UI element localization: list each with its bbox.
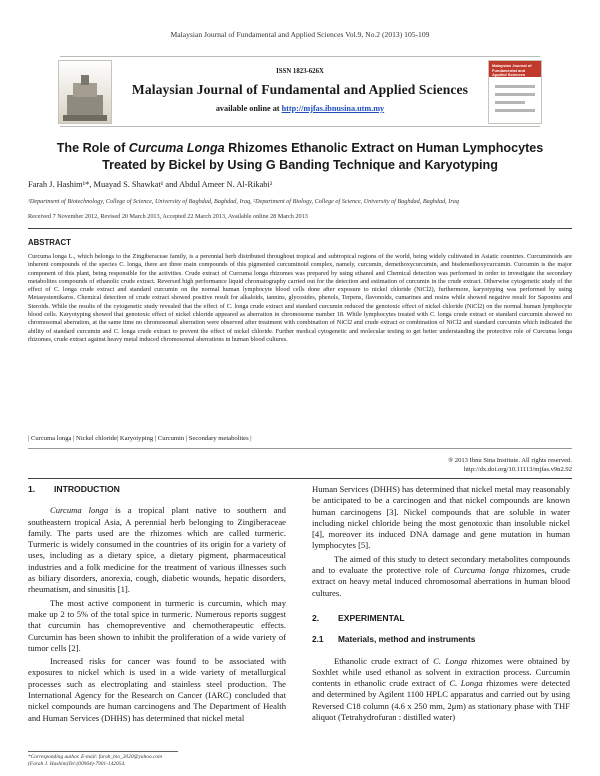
masthead-top-rule xyxy=(60,56,540,57)
abstract-text: Curcuma longa L., which belongs to the Zingiberaceae family, is a perennial herb distributed throughout tropical and subtropical regions of the world, being widely cultivated in Asiatic countries. Curcuminoids are inherent compounds of the species C. longa, there are three main compounds of this pigmented curcuminoid complex, namely, curcumin, demethoxycurcumin, and bisdemethoxycurcumin. Curcumin is the major component of this plant, being responsible for the activities. Crude extract of Curcuma longa rhizomes was prepared by using ethanol and Chemical detection was performed in order to investigate the secondary metabolites compounds of ethanolic crude extract. Reversed high performance liquid chromatography carried out for the detection and estimation of curcumin in the crude extract. Otherwise cytogenetic study of the effect of C. longa crude extract and standard curcumin on the normal human lymphocyte blood cells done after exposure to nickel chloride (NiCl2), furthermore, karyotyping was performed by using Metasystemikaros. Chemical detection of crude extract showed positive result for alkaloids, tannins, glycosides, phenols, Terpens, flavonoids, cumarines and resins while showed negative result for Saponins and Steroids. While the results of the cytogenetic study revealed that the effect of C. longa crude extract and standard curcumin reduced the genotoxic effect of nickel chloride (NiCl2) on the normal human lymphocyte blood cells. Karyotyping showed that genotoxic effect of nickel chloride appeared as aberration in chromosome number 18. While lymphocytes treated with C. longa crude extract or standard curcumin showed no chromosomal aberration, at the same time no chromosomal aberration were observed after treatment with combination of NiCl2 and crude extract or combination of NiCl2 and standard curcumin which indicated the ability of standard curcumin and C. longa crude extract to prevent the effect of nickel chloride. Further medical cytogenetic and molecular testing to get better understanding the protective role of Curcuma longa rhizomes, crude extract against heavy metal induced chromosomal aberrations in human blood cultures. xyxy=(28,253,572,343)
journal-cover-banner xyxy=(489,61,541,77)
footnote-rule xyxy=(28,751,178,752)
intro-paragraph-1: Curcuma longa is a tropical plant native to southern and southeastern tropical Asia, A perennial herb belonging to Zingiberaceae family. The parts used are the rhizomes which are called turmeric. Turmeric is widely consumed in the countries of its origin for a variety of uses, including as a dietary spice, a dietary pigment, pharmaceutical industries and a folk medicine for the treatment of various illnesses such as biliary disorders, anorexia, cough, diabetic wounds, hepatic disorders, rheumatism, and sinusitis [1]. xyxy=(28,505,286,595)
intro-paragraph-3-cont: Human Services (DHHS) has determined that nickel metal may reasonably be anticipated to be a carcinogen and that nickel compounds are known human carcinogens [3]. Nickel compounds that are soluble in water including nickel chloride being the most genotoxic than insoluble nickel [4], moreover its induced DNA damage and gene mutation in human lymphocytes [5]. xyxy=(312,484,570,551)
abstract-top-rule xyxy=(28,228,572,229)
experimental-paragraph-1: Ethanolic crude extract of C. Longa rhizomes were obtained by Soxhlet while used ethanol as solvent in extraction process. Curcumin contents in ethanolic crude extract of C. Longa rhizomes were detected and determined by Agilent 1100 HPLC apparatus and carried out by using Reversed C18 column (4.6 x 250 mm, 2μm) as stationary phase with THF aliquot (Tetrahydrofuran : distilled water) xyxy=(312,655,570,723)
title-part: The Role of xyxy=(56,141,129,155)
title-line-2: Treated by Bickel by Using G Banding Technique and Karyotyping xyxy=(102,158,498,172)
affiliations: ¹Department of Biotechnology, College of Science, University of Baghdad, Baghdad, Iraq, ²Department of Biology, College of Science, University of Baghdad, Baghdad, Iraq xyxy=(28,198,459,205)
journal-cover-text: Malaysian Journal of Fundamental and Applied Sciences xyxy=(492,63,532,78)
article-title xyxy=(28,140,572,174)
intro-paragraph-2: The most active component in turmeric is curcumin, which may make up 2 to 5% of the total spice in turmeric. Numerous reports suggest that curcumin has chemopreventive and chemotherapeutic effects. Curcumin has been shown to inhibit the proliferation of a wide variety of tumor cells [2]. xyxy=(28,597,286,653)
journal-url-link[interactable]: http://mjfas.ibnusina.utm.my xyxy=(281,104,385,113)
materials-subheading: 2.1 Materials, method and instruments xyxy=(312,634,476,645)
footnote xyxy=(28,754,162,768)
intro-paragraph-3: Increased risks for cancer was found to be associated with exposures to nickel which is used in a wide variety of metallurgical processes such as electroplating and stainless steel production. The International Agency for the Research on Cancer (IARC) concluded that nickel compounds are human carcinogens and The Department of Health and Human Services (DHHS) has determined that nickel metal xyxy=(28,656,286,723)
issn: ISSN 1823-626X xyxy=(276,68,324,75)
body-top-rule xyxy=(28,478,572,479)
keywords-rule xyxy=(28,448,572,449)
abstract-heading: ABSTRACT xyxy=(28,238,71,247)
corresponding-author: *Corresponding author. E-mail: farah_bio_2020@yahoo.com xyxy=(28,754,162,760)
experimental-heading: 2. EXPERIMENTAL xyxy=(312,612,405,623)
availability-prefix: available online at xyxy=(215,104,282,113)
body-column-left xyxy=(28,484,286,724)
intro-heading: 1. INTRODUCTION xyxy=(28,484,120,494)
copyright-notice: ® 2013 Ibnu Sina Institute. All rights reserved. xyxy=(448,457,572,464)
intro-paragraph-4: The aimed of this study to detect secondary metabolites compounds and to evaluate the protective role of Curcuma longa rhizomes, crude extract on heavy metal induced chromosomal aberrations in human blood cultures. xyxy=(312,553,570,598)
author-contact: (Farah J. Hashim)Tel:(00964)-7901-142054. xyxy=(28,761,126,767)
article-dates: Received 7 November 2012, Revised 20 March 2013, Accepted 22 March 2013, Available online 28 March 2013 xyxy=(28,213,308,220)
journal-cover-logo xyxy=(488,60,542,124)
keywords: | Curcuma longa | Nickel chloride| Karyotyping | Curcumin | Secondary metabolites | xyxy=(28,435,252,442)
doi-link[interactable]: http://dx.doi.org/10.11113/mjfas.v9n2.92 xyxy=(463,465,572,473)
running-head: Malaysian Journal of Fundamental and Applied Sciences Vol.9, No.2 (2013) 105-109 xyxy=(170,30,430,39)
body-column-right xyxy=(312,484,570,723)
title-part: Rhizomes Ethanolic Extract on Human Lymphocytes xyxy=(224,141,544,155)
authors: Farah J. Hashim¹*, Muayad S. Shawkat¹ and Abdul Ameer N. Al-Rikabi² xyxy=(28,180,273,189)
copyright-block xyxy=(300,457,572,475)
title-italic-part: Curcuma Longa xyxy=(128,141,225,155)
masthead-bottom-rule xyxy=(60,126,540,127)
journal-name: Malaysian Journal of Fundamental and Applied Sciences xyxy=(131,82,469,97)
